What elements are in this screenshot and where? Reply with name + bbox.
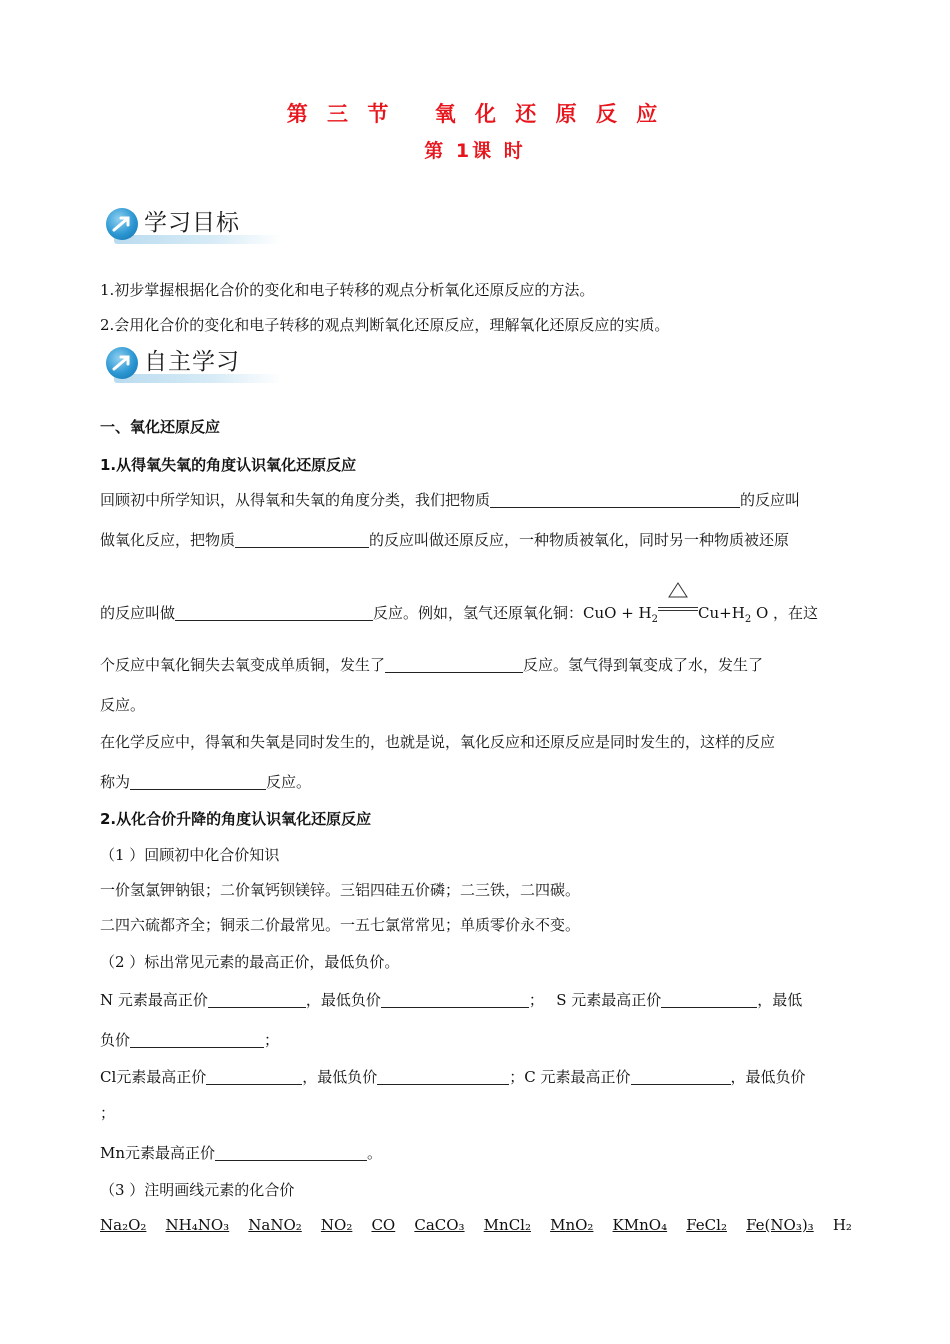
arrow-pen-icon <box>106 208 138 240</box>
text: 的反应叫 <box>740 491 801 509</box>
text: 反应。 <box>266 773 312 791</box>
formula-row <box>100 1215 852 1235</box>
subscript: 2 <box>744 614 752 625</box>
subscript: 2 <box>651 614 659 625</box>
section-badge-self-study <box>100 345 282 385</box>
paragraph-line <box>100 600 818 630</box>
formula: CO <box>371 1216 396 1234</box>
rhyme-line-2: 二四六硫都齐全；铜汞二价最常见。一五七氯常常见；单质零价永不变。 <box>100 916 581 934</box>
heading-part1: 一、氧化还原反应 <box>100 418 221 436</box>
paragraph-line <box>100 530 789 550</box>
formula: KMnO₄ <box>612 1216 668 1234</box>
formula: FeCl₂ <box>686 1216 727 1234</box>
formula: NH₄NO₃ <box>165 1216 230 1234</box>
text: O ，在这 <box>751 604 819 622</box>
fill-blank[interactable] <box>385 656 523 673</box>
text: 反应。氢气得到氧变成了水，发生了 <box>523 656 764 674</box>
formula: NO₂ <box>320 1216 353 1234</box>
fill-blank[interactable] <box>208 991 306 1008</box>
text: 称为 <box>100 773 131 791</box>
paragraph-line <box>100 1067 806 1087</box>
text: N 元素最高正价 <box>100 991 208 1009</box>
formula: Na₂O₂ <box>100 1216 147 1234</box>
section-badge-objectives <box>100 206 282 246</box>
objective-1: 1.初步掌握根据化合价的变化和电子转移的观点分析氧化还原反应的方法。 <box>100 281 595 299</box>
rhyme-line-1: 一价氢氯钾钠银；二价氧钙钡镁锌。三铝四硅五价磷；二三铁，二四碳。 <box>100 881 581 899</box>
paragraph-line <box>100 655 763 675</box>
text: ，最低负价 <box>302 1068 378 1086</box>
text: ，最低负价 <box>730 1068 806 1086</box>
text: 个反应中氧化铜失去氧变成单质铜，发生了 <box>100 656 386 674</box>
paragraph-line <box>100 990 802 1010</box>
subheading-valence: 2.从化合价升降的角度认识氧化还原反应 <box>100 810 372 828</box>
fill-blank[interactable] <box>377 1068 509 1085</box>
text: 。 <box>367 1144 383 1162</box>
fill-blank[interactable] <box>215 1144 367 1161</box>
section-title-self-study: 自主学习 <box>144 349 240 375</box>
fill-blank[interactable] <box>206 1068 302 1085</box>
objective-2: 2.会用化合价的变化和电子转移的观点判断氧化还原反应，理解氧化还原反应的实质。 <box>100 316 670 334</box>
formula: H₂ <box>832 1216 852 1234</box>
fill-blank[interactable] <box>381 991 529 1008</box>
text: ； S 元素最高正价 <box>528 991 662 1009</box>
paragraph-line: 反应。 <box>100 696 146 714</box>
text: ，最低 <box>757 991 803 1009</box>
fill-blank[interactable] <box>661 991 757 1008</box>
question-2: （2 ）标出常见元素的最高正价，最低负价。 <box>100 953 400 971</box>
text: ；C 元素最高正价 <box>509 1068 631 1086</box>
formula: Fe(NO₃)₃ <box>746 1216 814 1234</box>
fill-blank[interactable] <box>235 531 369 548</box>
text: 的反应叫做还原反应，一种物质被氧化，同时另一种物质被还原 <box>369 531 790 549</box>
fill-blank[interactable] <box>490 491 740 508</box>
fill-blank[interactable] <box>130 1031 264 1048</box>
text: ，最低负价 <box>305 991 381 1009</box>
fill-blank[interactable] <box>631 1068 731 1085</box>
heat-reaction-arrow <box>658 600 698 620</box>
text: Cl元素最高正价 <box>100 1068 207 1086</box>
page-subtitle: 第 1课 时 <box>424 140 526 162</box>
formula: MnCl₂ <box>483 1216 531 1234</box>
text: Mn元素最高正价 <box>100 1144 216 1162</box>
text: ； <box>264 1031 280 1049</box>
text: 负价 <box>100 1031 131 1049</box>
text: Cu+H <box>698 604 745 622</box>
question-3: （3 ）注明画线元素的化合价 <box>100 1181 295 1199</box>
paragraph-line <box>100 772 311 792</box>
paragraph-line: 在化学反应中，得氧和失氧是同时发生的，也就是说，氧化反应和还原反应是同时发生的，这样的反应 <box>100 733 776 751</box>
formula: MnO₂ <box>550 1216 594 1234</box>
subheading-oxygen: 1.从得氧失氧的角度认识氧化还原反应 <box>100 456 357 474</box>
formula: NaNO₂ <box>248 1216 302 1234</box>
section-title-objectives: 学习目标 <box>144 210 240 236</box>
page-title: 第 三 节 氧 化 还 原 反 应 <box>286 102 664 126</box>
paragraph-line <box>100 1143 382 1163</box>
paragraph-line: ； <box>100 1104 116 1122</box>
paragraph-line <box>100 1030 279 1050</box>
paragraph-line <box>100 490 852 510</box>
text: 回顾初中所学知识，从得氧和失氧的角度分类，我们把物质 <box>100 491 491 509</box>
text: 的反应叫做 <box>100 604 176 622</box>
fill-blank[interactable] <box>130 773 266 790</box>
text: 反应。例如，氢气还原氧化铜：CuO + H <box>373 604 652 622</box>
formula: CaCO₃ <box>414 1216 465 1234</box>
fill-blank[interactable] <box>175 604 373 621</box>
question-1: （1 ）回顾初中化合价知识 <box>100 846 280 864</box>
text: 做氧化反应，把物质 <box>100 531 236 549</box>
arrow-pen-icon <box>106 347 138 379</box>
